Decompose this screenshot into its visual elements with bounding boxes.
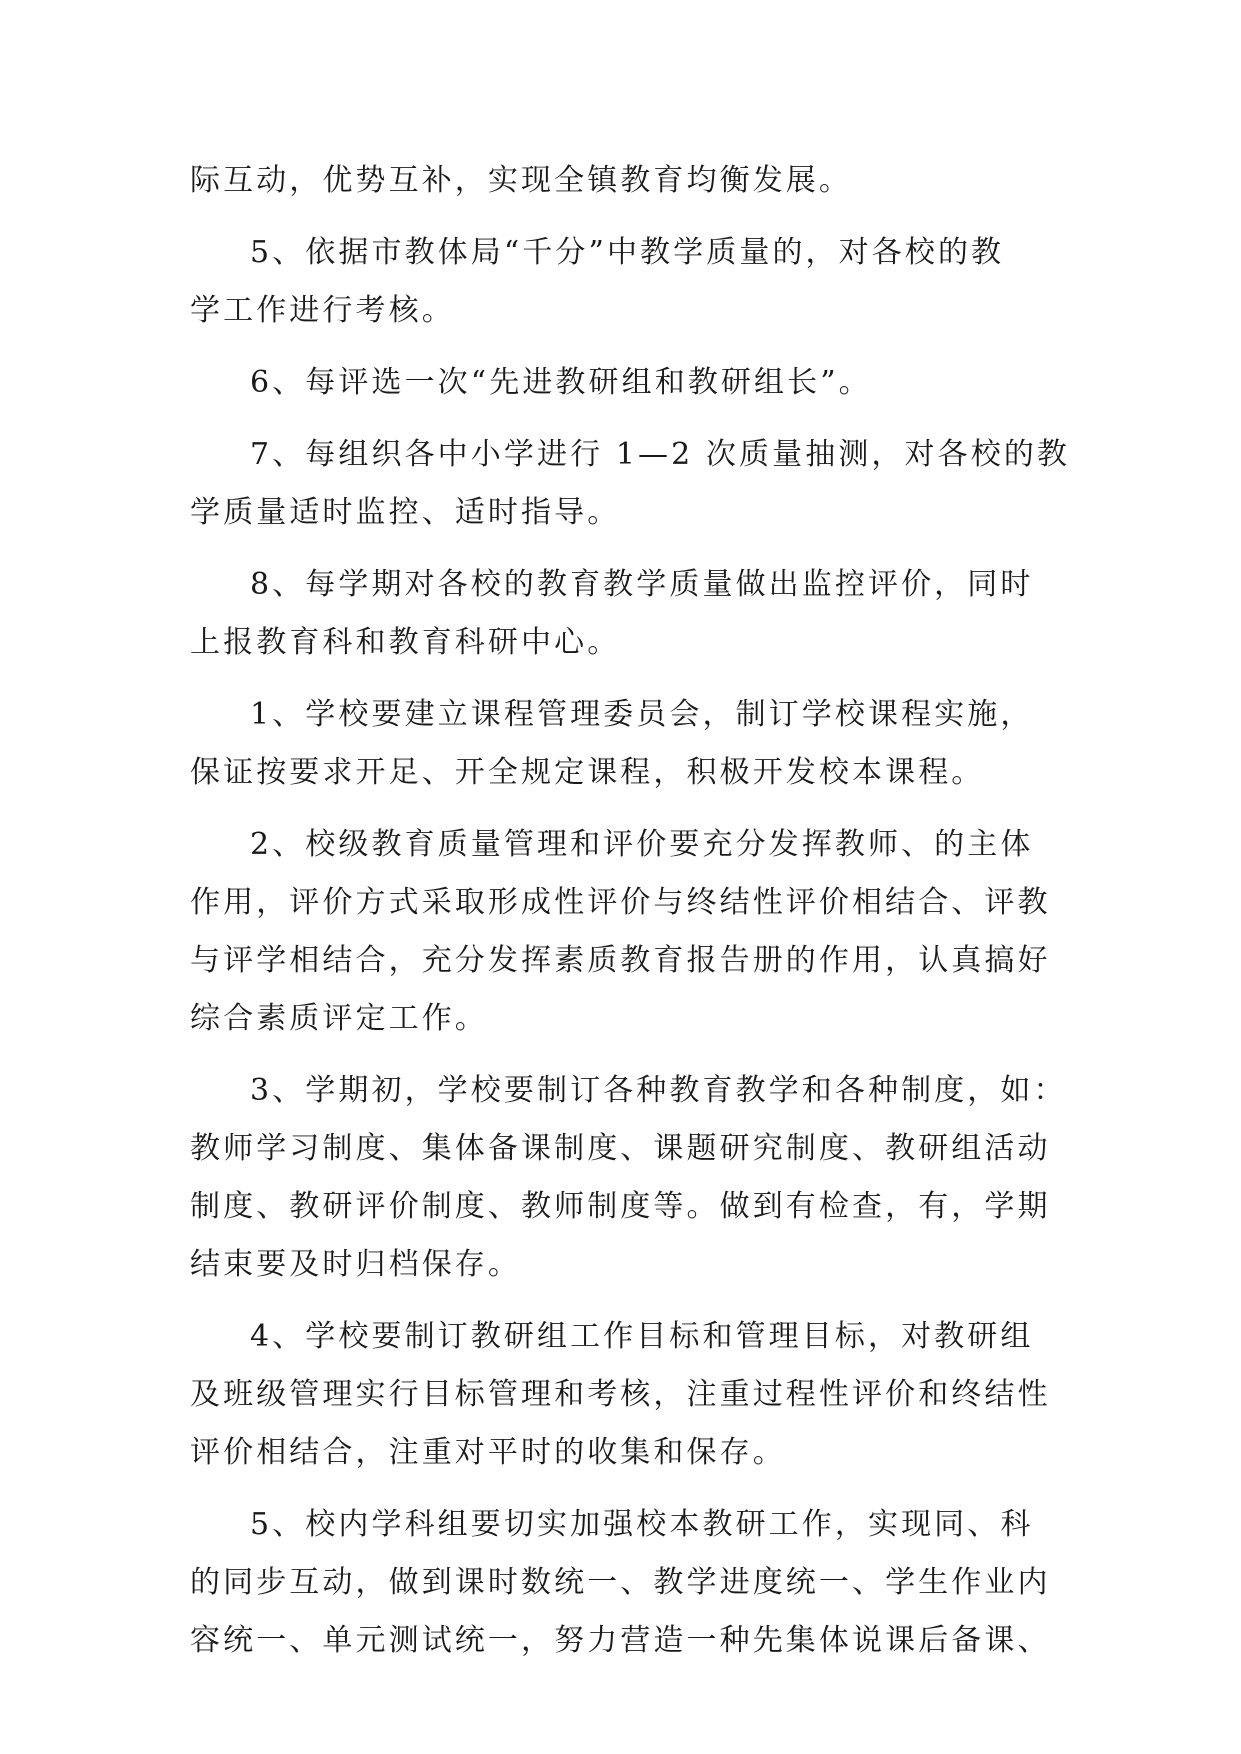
paragraph-item-7-quality-test bbox=[190, 426, 1070, 542]
text-line: 制度、教研评价制度、教师制度等。做到有检查，有，学期 bbox=[190, 1189, 1051, 1224]
text-line: 7、每组织各中小学进行 1—2 次质量抽测，对各校的教 bbox=[250, 437, 1071, 472]
paragraph-item-6-selection bbox=[190, 354, 1070, 412]
text-line: 及班级管理实行目标管理和考核，注重过程性评价和终结性 bbox=[190, 1377, 1051, 1412]
text-line: 与评学相结合，充分发挥素质教育报告册的作用，认真搞好 bbox=[190, 943, 1051, 978]
text-line: 学质量适时监控、适时指导。 bbox=[190, 495, 621, 530]
paragraph-item-5-school-research bbox=[190, 1496, 1070, 1670]
text-line: 作用，评价方式采取形成性评价与终结性评价相结合、评教 bbox=[190, 885, 1051, 920]
text-line: 评价相结合，注重对平时的收集和保存。 bbox=[190, 1435, 786, 1470]
text-line: 结束要及时归档保存。 bbox=[190, 1247, 521, 1282]
text-line: 3、学期初，学校要制订各种教育教学和各种制度，如： bbox=[250, 1073, 1067, 1108]
paragraph-item-8-evaluation bbox=[190, 556, 1070, 672]
paragraph-item-5-assessment bbox=[190, 224, 1070, 340]
text-line: 的同步互动，做到课时数统一、教学进度统一、学生作业内 bbox=[190, 1565, 1051, 1600]
text-line: 1、学校要建立课程管理委员会，制订学校课程实施， bbox=[250, 697, 1034, 732]
text-line: 5、依据市教体局“千分”中教学质量的，对各校的教 bbox=[250, 235, 1005, 270]
text-line: 5、校内学科组要切实加强校本教研工作，实现同、科 bbox=[250, 1507, 1034, 1542]
text-line: 学工作进行考核。 bbox=[190, 293, 455, 328]
paragraph-item-3-systems bbox=[190, 1062, 1070, 1294]
text-line: 8、每学期对各校的教育教学质量做出监控评价，同时 bbox=[250, 567, 1034, 602]
paragraph-continuation bbox=[190, 152, 1070, 210]
paragraph-item-1-curriculum bbox=[190, 686, 1070, 802]
paragraph-item-2-quality-management bbox=[190, 816, 1070, 1048]
text-line: 综合素质评定工作。 bbox=[190, 1001, 488, 1036]
text-line: 教师学习制度、集体备课制度、课题研究制度、教研组活动 bbox=[190, 1131, 1051, 1166]
text-line: 际互动，优势互补，实现全镇教育均衡发展。 bbox=[190, 163, 852, 198]
document-body bbox=[190, 152, 1070, 1670]
text-line: 容统一、单元测试统一，努力营造一种先集体说课后备课、 bbox=[190, 1623, 1051, 1658]
text-line: 2、校级教育质量管理和评价要充分发挥教师、的主体 bbox=[250, 827, 1034, 862]
paragraph-item-4-targets bbox=[190, 1308, 1070, 1482]
text-line: 6、每评选一次“先进教研组和教研组长”。 bbox=[250, 365, 872, 400]
text-line: 上报教育科和教育科研中心。 bbox=[190, 625, 621, 660]
text-line: 保证按要求开足、开全规定课程，积极开发校本课程。 bbox=[190, 755, 985, 790]
text-line: 4、学校要制订教研组工作目标和管理目标，对教研组 bbox=[250, 1319, 1034, 1354]
